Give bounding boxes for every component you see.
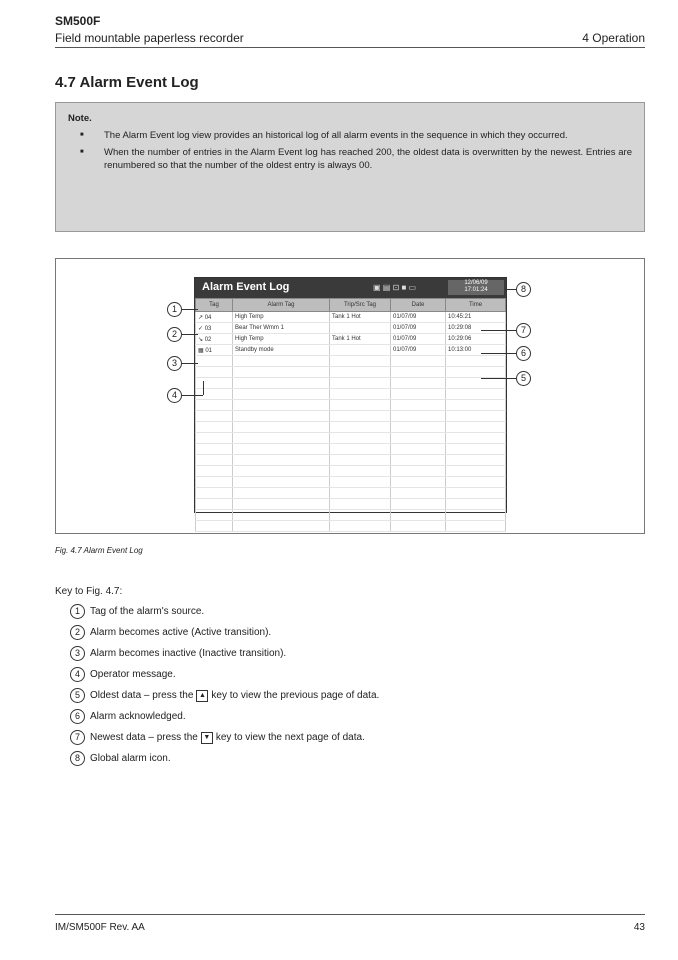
row-date: 01/07/09 — [391, 345, 446, 356]
table-row-empty — [196, 466, 506, 477]
key-item — [70, 646, 286, 661]
key-number: 7 — [70, 730, 85, 745]
table-row[interactable] — [196, 312, 506, 323]
row-tag — [196, 312, 233, 323]
down-arrow-key-icon: ▼ — [201, 732, 213, 744]
callout-1: 1 — [167, 302, 182, 317]
callout-line — [505, 289, 516, 290]
table-row-empty — [196, 411, 506, 422]
table-row[interactable] — [196, 345, 506, 356]
row-number: 03 — [204, 325, 212, 332]
recorder-screen — [194, 277, 507, 513]
header-model: SM500F — [55, 14, 101, 28]
table-row-empty — [196, 510, 506, 521]
key-text: Newest data – press the — [90, 732, 198, 744]
row-time: 10:29:08 — [446, 323, 506, 334]
row-tag — [196, 334, 233, 345]
table-row-empty — [196, 444, 506, 455]
row-src — [330, 345, 391, 356]
key-text: Alarm becomes inactive (Inactive transition). — [90, 648, 287, 660]
table-row-empty — [196, 499, 506, 510]
col-alarm-tag: Alarm Tag — [233, 299, 330, 312]
key-text: key to view the next page of data. — [215, 732, 365, 744]
callout-2: 2 — [167, 327, 182, 342]
callout-line — [481, 353, 516, 354]
key-text: Global alarm icon. — [90, 753, 171, 765]
callout-6: 6 — [516, 346, 531, 361]
row-time: 10:13:00 — [446, 345, 506, 356]
callout-4: 4 — [167, 388, 182, 403]
callout-8: 8 — [516, 282, 531, 297]
note-box — [55, 102, 645, 232]
row-date: 01/07/09 — [391, 334, 446, 345]
key-item — [70, 667, 176, 682]
table-row-empty — [196, 389, 506, 400]
screen-title: Alarm Event Log — [202, 281, 290, 293]
note-bullet: ■ When the number of entries in the Alarm Event log has reached 200, the oldest data is overwritten by the newest. Entries are renumbered so that the number of the oldest entry is always 00. — [104, 146, 632, 172]
screen-status-icons: ▣ ▤ ⊡ ■ ▭ — [373, 283, 417, 292]
key-number: 5 — [70, 688, 85, 703]
table-row-empty — [196, 488, 506, 499]
note-title: Note. — [68, 113, 92, 124]
key-title: Key to Fig. 4.7: — [55, 586, 123, 597]
alarm-inactive-icon: ↘ — [198, 336, 204, 343]
callout-line — [481, 330, 516, 331]
key-number: 4 — [70, 667, 85, 682]
row-alarm: Standby mode — [233, 345, 330, 356]
table-row-empty — [196, 356, 506, 367]
row-number: 01 — [205, 347, 213, 354]
page-number: 43 — [633, 922, 645, 933]
row-src — [330, 323, 391, 334]
col-tag: Tag — [196, 299, 233, 312]
col-time: Time — [446, 299, 506, 312]
key-item — [70, 709, 186, 724]
screen-datetime — [448, 280, 504, 295]
note-list — [68, 129, 632, 172]
table-row-empty — [196, 433, 506, 444]
key-item — [70, 751, 171, 766]
key-item — [70, 688, 379, 703]
key-text: Oldest data – press the — [90, 690, 194, 702]
table-row-empty — [196, 455, 506, 466]
key-text: Tag of the alarm's source. — [90, 606, 205, 618]
row-date: 01/07/09 — [391, 323, 446, 334]
table-row[interactable] — [196, 334, 506, 345]
table-row-empty — [196, 521, 506, 532]
key-number: 8 — [70, 751, 85, 766]
key-text: Alarm becomes active (Active transition). — [90, 627, 272, 639]
row-src: Tank 1 Hot — [330, 334, 391, 345]
figure-caption: Fig. 4.7 Alarm Event Log — [55, 546, 143, 555]
table-row-empty — [196, 378, 506, 389]
callout-7: 7 — [516, 323, 531, 338]
row-tag — [196, 345, 233, 356]
operator-message-icon: ▦ — [198, 347, 204, 354]
row-alarm: Bear Ther Wmm 1 — [233, 323, 330, 334]
key-number: 2 — [70, 625, 85, 640]
screen-title-bar — [195, 278, 506, 298]
row-time: 10:29:06 — [446, 334, 506, 345]
row-date: 01/07/09 — [391, 312, 446, 323]
callout-3: 3 — [167, 356, 182, 371]
row-time: 10:45:21 — [446, 312, 506, 323]
figure-box — [55, 258, 645, 534]
table-row[interactable] — [196, 323, 506, 334]
key-text: key to view the previous page of data. — [211, 690, 380, 702]
col-src-tag: Trip/Src Tag — [330, 299, 391, 312]
row-number: 04 — [204, 314, 212, 321]
row-alarm: High Temp — [233, 312, 330, 323]
screen-date: 12/06/09 — [464, 280, 488, 286]
screen-time: 17:01:24 — [464, 287, 488, 293]
callout-line — [182, 309, 198, 310]
footer-rule — [55, 914, 645, 915]
page-title: 4.7 Alarm Event Log — [55, 74, 199, 91]
footer-doc-id: IM/SM500F Rev. AA — [55, 922, 145, 933]
row-number: 02 — [204, 336, 212, 343]
row-src: Tank 1 Hot — [330, 312, 391, 323]
key-item — [70, 625, 271, 640]
header-subtitle: Field mountable paperless recorder — [55, 31, 244, 45]
key-number: 6 — [70, 709, 85, 724]
callout-line — [203, 381, 204, 395]
alarm-active-icon: ↗ — [198, 314, 204, 321]
acknowledged-icon: ✓ — [198, 325, 204, 332]
callout-line — [182, 395, 203, 396]
header-rule — [55, 47, 645, 48]
row-alarm: High Temp — [233, 334, 330, 345]
callout-line — [182, 334, 198, 335]
callout-line — [481, 378, 516, 379]
table-row-empty — [196, 477, 506, 488]
table-row-empty — [196, 422, 506, 433]
key-number: 1 — [70, 604, 85, 619]
col-date: Date — [391, 299, 446, 312]
header-section: 4 Operation — [582, 31, 645, 45]
table-row-empty — [196, 400, 506, 411]
key-item — [70, 730, 365, 745]
key-number: 3 — [70, 646, 85, 661]
table-row-empty — [196, 367, 506, 378]
table-header-row — [196, 299, 506, 312]
callout-5: 5 — [516, 371, 531, 386]
note-bullet: ■ The Alarm Event log view provides an historical log of all alarm events in the sequence in which they occurred. — [104, 129, 632, 142]
up-arrow-key-icon: ▲ — [196, 690, 208, 702]
row-tag — [196, 323, 233, 334]
key-text: Alarm acknowledged. — [90, 711, 186, 723]
alarm-log-table — [195, 298, 506, 532]
key-item — [70, 604, 204, 619]
key-text: Operator message. — [90, 669, 176, 681]
callout-line — [182, 363, 198, 364]
